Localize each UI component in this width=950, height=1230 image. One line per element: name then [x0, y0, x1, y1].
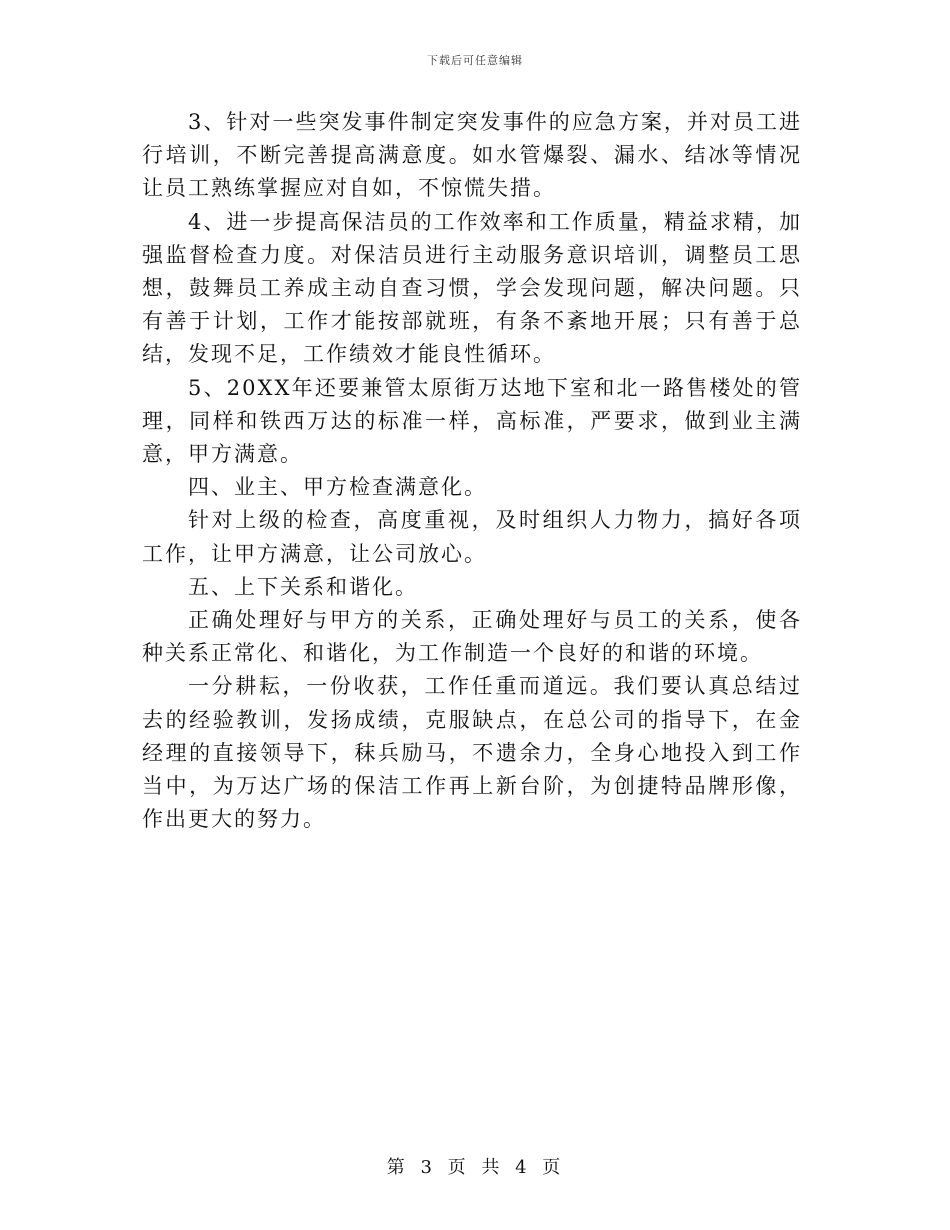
paragraph-item-3: 3、针对一些突发事件制定突发事件的应急方案，并对员工进行培训，不断完善提高满意度。如水管爆裂、漏水、结冰等情况让员工熟练掌握应对自如，不惊慌失措。 [142, 110, 802, 201]
paragraph-conclusion: 一分耕耘，一份收获，工作任重而道远。我们要认真总结过去的经验教训，发扬成绩，克服缺点，在总公司的指导下，在金经理的直接领导下，秣兵励马，不遗余力，全身心地投入到工作当中，为万达广场的保洁工作再上新台阶，为创捷特品牌形像，作出更大的努力。 [142, 674, 802, 832]
page-header-note: 下载后可任意编辑 [427, 54, 523, 67]
document-body [142, 106, 802, 836]
section-heading-4: 四、业主、甲方检查满意化。 [188, 475, 487, 500]
paragraph-item-4: 4、进一步提高保洁员的工作效率和工作质量，精益求精，加强监督检查力度。对保洁员进行主动服务意识培训，调整员工思想，鼓舞员工养成主动自查习惯，学会发现问题，解决问题。只有善于计划，工作才能按部就班，有条不紊地开展；只有善于总结，发现不足，工作绩效才能良性循环。 [142, 209, 802, 367]
section-heading-5: 五、上下关系和谐化。 [188, 574, 418, 599]
paragraph-inspection: 针对上级的检查，高度重视，及时组织人力物力，搞好各项工作，让甲方满意，让公司放心。 [142, 508, 802, 566]
page-number: 第 3 页 共 4 页 [386, 1157, 564, 1178]
paragraph-relations: 正确处理好与甲方的关系，正确处理好与员工的关系，使各种关系正常化、和谐化，为工作制造一个良好的和谐的环境。 [142, 608, 802, 666]
paragraph-item-5: 5、20XX年还要兼管太原街万达地下室和北一路售楼处的管理，同样和铁西万达的标准一样，高标准，严要求，做到业主满意，甲方满意。 [142, 375, 802, 467]
